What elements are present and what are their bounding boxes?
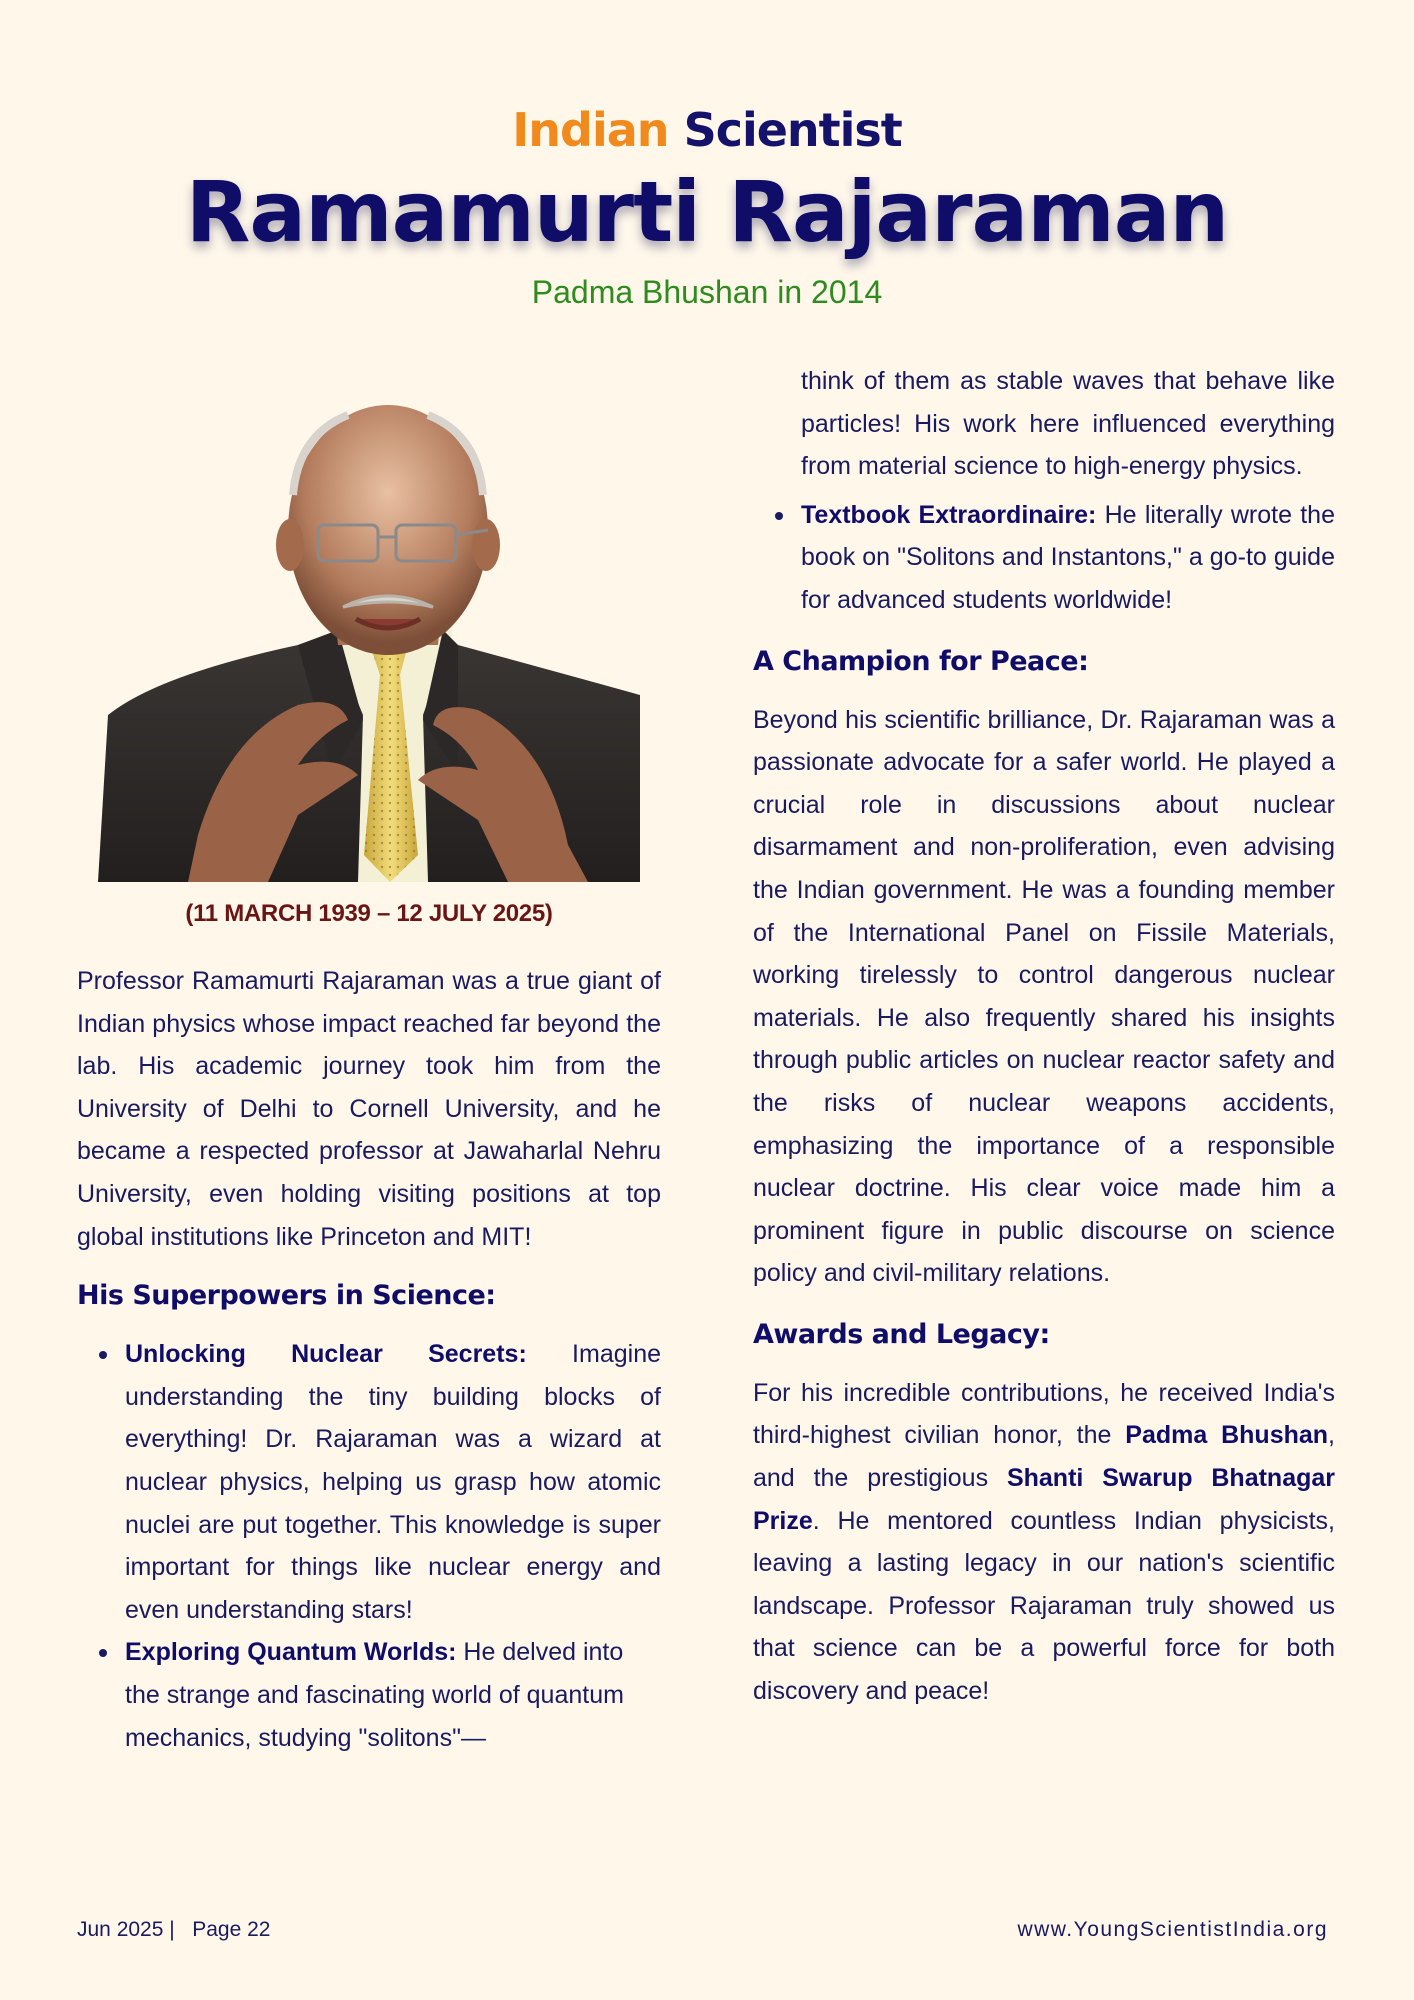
awards-text: , and the prestigious [753,1421,1335,1493]
peace-paragraph: Beyond his scientific brilliance, Dr. Rajaraman was a passionate advocate for a safer world. He played a crucial role in discussions about nuclear disarmament and non-proliferation, even advising the Indian government. He was a founding member of the International Panel on Fissile Materials, working tirelessly to control dangerous nuclear materials. He also frequently shared his insights through public articles on nuclear reactor safety and the risks of nuclear weapons accidents, emphasizing the importance of a responsible nuclear doctrine. His clear voice made him a prominent figure in public discourse on science policy and civil-military relations. [753,705,1335,1288]
peace-heading: A Champion for Peace: [753,645,1089,677]
award-padma-bhushan: Padma Bhushan [1125,1421,1329,1450]
awards-text: For his incredible contributions, he received India's third-highest civilian honor, the [753,1378,1335,1450]
article-header [0,100,1414,312]
list-item [77,1631,661,1759]
website-link[interactable]: www.YoungScientistIndia.org [1017,1918,1328,1941]
list-item [77,1333,661,1631]
issue-date: Jun 2025 | [77,1918,175,1941]
superpowers-list-continued [753,494,1335,622]
awards-text: . He mentored countless Indian physicists, leaving a lasting legacy in our nation's scientific landscape. Professor Rajaraman truly showed us that science can be a powerful force for both discovery and peace! [753,1506,1335,1706]
kicker-scientist: Scientist [683,103,902,157]
list-item [753,494,1335,622]
portrait-photo [98,375,640,882]
item-title: Unlocking Nuclear Secrets: [125,1340,527,1369]
footer-issue-info [77,1918,270,1942]
kicker-indian: Indian [512,103,669,157]
superpowers-list [77,1333,661,1759]
awards-paragraph [753,1372,1335,1713]
awards-heading: Awards and Legacy: [753,1318,1050,1350]
section-kicker [0,100,1414,160]
left-column [77,960,661,1759]
life-dates: (11 MARCH 1939 – 12 JULY 2025) [185,900,553,927]
item-text: Imagine understanding the tiny building blocks of everything! Dr. Rajaraman was a wizard at nuclear physics, helping us grasp how atomic nuclei are put together. This knowledge is super important for things like nuclear energy and even understanding stars! [125,1340,661,1624]
page-number: Page 22 [192,1918,271,1941]
intro-paragraph: Professor Ramamurti Rajaraman was a true giant of Indian physics whose impact reached far beyond the lab. His academic journey took him from the University of Delhi to Cornell University, and he became a respected professor at Jawaharlal Nehru University, even holding visiting positions at top global institutions like Princeton and MIT! [77,967,661,1251]
portrait-illustration [98,375,640,882]
page-title: Ramamurti Rajaraman [185,163,1229,261]
item-title: Textbook Extraordinaire: [801,500,1097,529]
item-title: Exploring Quantum Worlds: [125,1638,457,1667]
award-subtitle: Padma Bhushan in 2014 [531,274,883,310]
item-text: He literally wrote the book on "Solitons and Instantons," a go-to guide for advanced students worldwide! [801,500,1335,614]
award-bhatnagar-prize: Shanti Swarup Bhatnagar Prize [753,1464,1335,1535]
item-text: He delved into the strange and fascinating world of quantum mechanics, studying "solitons"— [125,1638,624,1752]
right-column [753,360,1335,1713]
list-item-continuation: think of them as stable waves that behave like particles! His work here influenced everything from material science to high-energy physics. [801,367,1335,481]
superpowers-heading: His Superpowers in Science: [77,1280,496,1312]
